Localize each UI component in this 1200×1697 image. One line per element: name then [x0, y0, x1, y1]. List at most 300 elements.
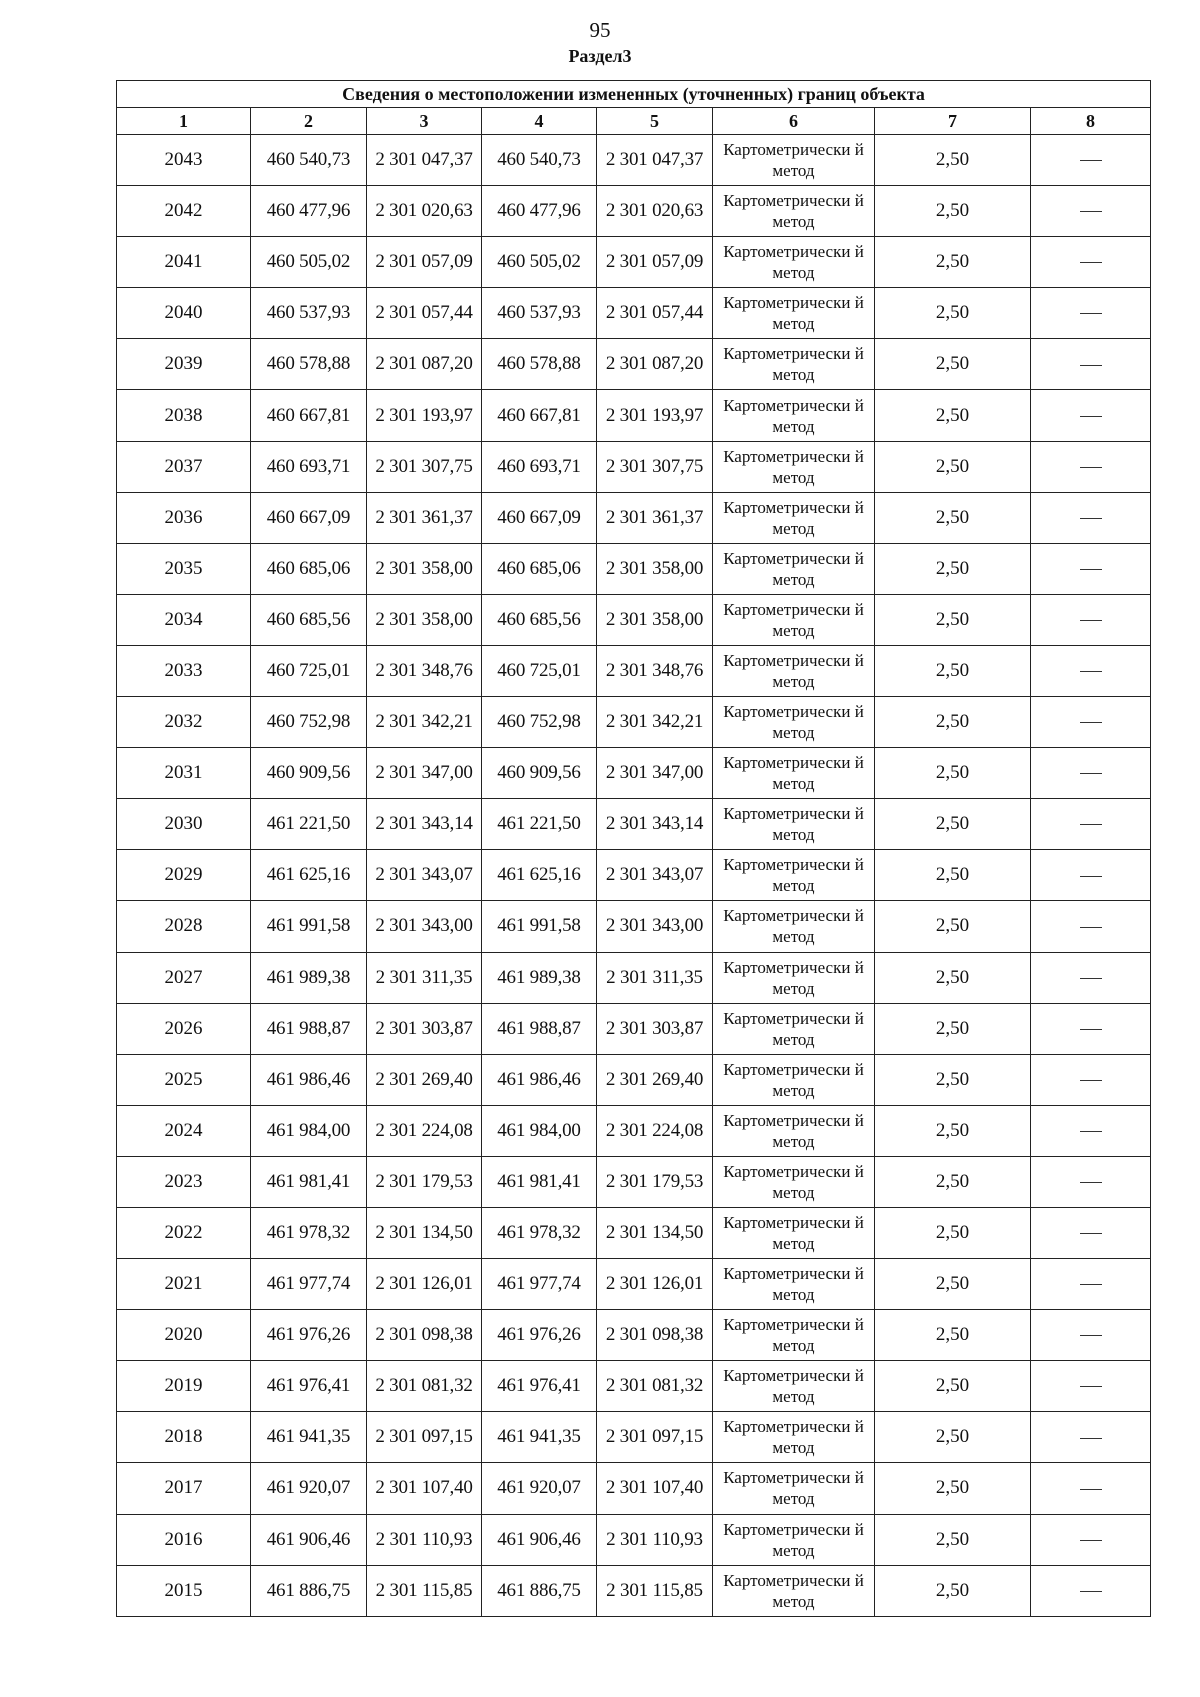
- x-new-cell: 460 725,01: [482, 645, 597, 696]
- point-number-cell: 2028: [117, 901, 251, 952]
- y-new-cell: 2 301 057,44: [597, 288, 713, 339]
- y-old-cell: 2 301 303,87: [367, 1003, 482, 1054]
- method-cell: Картометрически й метод: [713, 1361, 875, 1412]
- x-new-cell: 460 540,73: [482, 135, 597, 186]
- x-new-cell: 461 981,41: [482, 1156, 597, 1207]
- x-old-cell: 460 505,02: [251, 237, 367, 288]
- y-new-cell: 2 301 343,00: [597, 901, 713, 952]
- accuracy-cell: 2,50: [875, 1156, 1031, 1207]
- dash-mark: [1080, 1540, 1102, 1541]
- point-number-cell: 2042: [117, 186, 251, 237]
- y-old-cell: 2 301 342,21: [367, 697, 482, 748]
- table-row: [117, 543, 1151, 594]
- method-cell: Картометрически й метод: [713, 1054, 875, 1105]
- y-old-cell: 2 301 311,35: [367, 952, 482, 1003]
- y-new-cell: 2 301 081,32: [597, 1361, 713, 1412]
- point-number-cell: 2027: [117, 952, 251, 1003]
- y-new-cell: 2 301 047,37: [597, 135, 713, 186]
- description-cell: [1031, 1105, 1151, 1156]
- x-old-cell: 461 977,74: [251, 1259, 367, 1310]
- accuracy-cell: 2,50: [875, 594, 1031, 645]
- accuracy-cell: 2,50: [875, 1054, 1031, 1105]
- description-cell: [1031, 952, 1151, 1003]
- y-old-cell: 2 301 087,20: [367, 339, 482, 390]
- dash-mark: [1080, 1182, 1102, 1183]
- y-old-cell: 2 301 193,97: [367, 390, 482, 441]
- table-row: [117, 492, 1151, 543]
- point-number-cell: 2032: [117, 697, 251, 748]
- method-cell: Картометрически й метод: [713, 1105, 875, 1156]
- y-old-cell: 2 301 269,40: [367, 1054, 482, 1105]
- accuracy-cell: 2,50: [875, 288, 1031, 339]
- description-cell: [1031, 186, 1151, 237]
- dash-mark: [1080, 927, 1102, 928]
- x-new-cell: 460 693,71: [482, 441, 597, 492]
- table-row: [117, 697, 1151, 748]
- dash-mark: [1080, 824, 1102, 825]
- description-cell: [1031, 1565, 1151, 1616]
- x-new-cell: 461 978,32: [482, 1207, 597, 1258]
- y-new-cell: 2 301 107,40: [597, 1463, 713, 1514]
- accuracy-cell: 2,50: [875, 237, 1031, 288]
- x-old-cell: 460 667,81: [251, 390, 367, 441]
- y-new-cell: 2 301 097,15: [597, 1412, 713, 1463]
- description-cell: [1031, 390, 1151, 441]
- table-row: [117, 901, 1151, 952]
- dash-mark: [1080, 211, 1102, 212]
- accuracy-cell: 2,50: [875, 1412, 1031, 1463]
- x-new-cell: 461 991,58: [482, 901, 597, 952]
- accuracy-cell: 2,50: [875, 339, 1031, 390]
- x-old-cell: 461 991,58: [251, 901, 367, 952]
- dash-mark: [1080, 262, 1102, 263]
- column-number: 3: [367, 108, 482, 135]
- table-row: [117, 1514, 1151, 1565]
- y-old-cell: 2 301 020,63: [367, 186, 482, 237]
- point-number-cell: 2039: [117, 339, 251, 390]
- column-number: 6: [713, 108, 875, 135]
- accuracy-cell: 2,50: [875, 1565, 1031, 1616]
- dash-mark: [1080, 569, 1102, 570]
- method-cell: Картометрически й метод: [713, 441, 875, 492]
- point-number-cell: 2023: [117, 1156, 251, 1207]
- y-new-cell: 2 301 179,53: [597, 1156, 713, 1207]
- point-number-cell: 2017: [117, 1463, 251, 1514]
- method-cell: Картометрически й метод: [713, 1565, 875, 1616]
- y-old-cell: 2 301 134,50: [367, 1207, 482, 1258]
- table-row: [117, 1463, 1151, 1514]
- y-new-cell: 2 301 347,00: [597, 748, 713, 799]
- table-row: [117, 1259, 1151, 1310]
- description-cell: [1031, 288, 1151, 339]
- point-number-cell: 2043: [117, 135, 251, 186]
- description-cell: [1031, 594, 1151, 645]
- table-row: [117, 1361, 1151, 1412]
- description-cell: [1031, 1156, 1151, 1207]
- accuracy-cell: 2,50: [875, 1463, 1031, 1514]
- table-row: [117, 441, 1151, 492]
- y-old-cell: 2 301 126,01: [367, 1259, 482, 1310]
- table-row: [117, 1207, 1151, 1258]
- y-old-cell: 2 301 047,37: [367, 135, 482, 186]
- y-old-cell: 2 301 361,37: [367, 492, 482, 543]
- y-old-cell: 2 301 307,75: [367, 441, 482, 492]
- description-cell: [1031, 1412, 1151, 1463]
- x-old-cell: 461 986,46: [251, 1054, 367, 1105]
- point-number-cell: 2031: [117, 748, 251, 799]
- point-number-cell: 2016: [117, 1514, 251, 1565]
- point-number-cell: 2034: [117, 594, 251, 645]
- x-new-cell: 461 886,75: [482, 1565, 597, 1616]
- accuracy-cell: 2,50: [875, 1003, 1031, 1054]
- section-title: Раздел3: [568, 46, 632, 66]
- table-row: [117, 1156, 1151, 1207]
- y-old-cell: 2 301 343,07: [367, 850, 482, 901]
- x-new-cell: 460 909,56: [482, 748, 597, 799]
- dash-mark: [1080, 1386, 1102, 1387]
- table-row: [117, 1412, 1151, 1463]
- description-cell: [1031, 441, 1151, 492]
- description-cell: [1031, 1054, 1151, 1105]
- x-old-cell: 461 981,41: [251, 1156, 367, 1207]
- y-new-cell: 2 301 269,40: [597, 1054, 713, 1105]
- x-old-cell: 461 984,00: [251, 1105, 367, 1156]
- point-number-cell: 2019: [117, 1361, 251, 1412]
- dash-mark: [1080, 416, 1102, 417]
- description-cell: [1031, 492, 1151, 543]
- accuracy-cell: 2,50: [875, 1514, 1031, 1565]
- accuracy-cell: 2,50: [875, 1207, 1031, 1258]
- dash-mark: [1080, 876, 1102, 877]
- x-new-cell: 460 477,96: [482, 186, 597, 237]
- description-cell: [1031, 748, 1151, 799]
- column-number-row: [117, 108, 1151, 135]
- dash-mark: [1080, 978, 1102, 979]
- point-number-cell: 2041: [117, 237, 251, 288]
- dash-mark: [1080, 620, 1102, 621]
- x-new-cell: 460 752,98: [482, 697, 597, 748]
- accuracy-cell: 2,50: [875, 1259, 1031, 1310]
- x-old-cell: 461 989,38: [251, 952, 367, 1003]
- description-cell: [1031, 1463, 1151, 1514]
- accuracy-cell: 2,50: [875, 748, 1031, 799]
- method-cell: Картометрически й метод: [713, 1207, 875, 1258]
- description-cell: [1031, 697, 1151, 748]
- x-new-cell: 461 988,87: [482, 1003, 597, 1054]
- point-number-cell: 2029: [117, 850, 251, 901]
- x-new-cell: 461 625,16: [482, 850, 597, 901]
- accuracy-cell: 2,50: [875, 799, 1031, 850]
- x-old-cell: 461 221,50: [251, 799, 367, 850]
- x-old-cell: 460 667,09: [251, 492, 367, 543]
- point-number-cell: 2025: [117, 1054, 251, 1105]
- description-cell: [1031, 1003, 1151, 1054]
- y-new-cell: 2 301 311,35: [597, 952, 713, 1003]
- method-cell: Картометрически й метод: [713, 135, 875, 186]
- y-new-cell: 2 301 126,01: [597, 1259, 713, 1310]
- y-old-cell: 2 301 347,00: [367, 748, 482, 799]
- column-number: 8: [1031, 108, 1151, 135]
- x-new-cell: 461 984,00: [482, 1105, 597, 1156]
- dash-mark: [1080, 722, 1102, 723]
- point-number-cell: 2021: [117, 1259, 251, 1310]
- y-old-cell: 2 301 343,14: [367, 799, 482, 850]
- accuracy-cell: 2,50: [875, 390, 1031, 441]
- x-new-cell: 460 685,06: [482, 543, 597, 594]
- x-old-cell: 460 752,98: [251, 697, 367, 748]
- table-row: [117, 135, 1151, 186]
- y-new-cell: 2 301 098,38: [597, 1310, 713, 1361]
- description-cell: [1031, 799, 1151, 850]
- accuracy-cell: 2,50: [875, 850, 1031, 901]
- method-cell: Картометрически й метод: [713, 799, 875, 850]
- y-old-cell: 2 301 224,08: [367, 1105, 482, 1156]
- description-cell: [1031, 645, 1151, 696]
- y-new-cell: 2 301 193,97: [597, 390, 713, 441]
- x-new-cell: 461 976,26: [482, 1310, 597, 1361]
- column-number: 1: [117, 108, 251, 135]
- accuracy-cell: 2,50: [875, 1105, 1031, 1156]
- y-old-cell: 2 301 179,53: [367, 1156, 482, 1207]
- table-caption: Сведения о местоположении измененных (уточненных) границ объекта: [117, 81, 1151, 108]
- description-cell: [1031, 237, 1151, 288]
- accuracy-cell: 2,50: [875, 1310, 1031, 1361]
- x-old-cell: 461 886,75: [251, 1565, 367, 1616]
- method-cell: Картометрически й метод: [713, 645, 875, 696]
- x-old-cell: 461 920,07: [251, 1463, 367, 1514]
- x-new-cell: 461 989,38: [482, 952, 597, 1003]
- table-row: [117, 339, 1151, 390]
- point-number-cell: 2040: [117, 288, 251, 339]
- accuracy-cell: 2,50: [875, 952, 1031, 1003]
- y-new-cell: 2 301 134,50: [597, 1207, 713, 1258]
- table-row: [117, 799, 1151, 850]
- dash-mark: [1080, 1284, 1102, 1285]
- y-new-cell: 2 301 361,37: [597, 492, 713, 543]
- point-number-cell: 2015: [117, 1565, 251, 1616]
- column-number: 5: [597, 108, 713, 135]
- method-cell: Картометрически й метод: [713, 288, 875, 339]
- y-old-cell: 2 301 343,00: [367, 901, 482, 952]
- dash-mark: [1080, 1080, 1102, 1081]
- x-old-cell: 460 693,71: [251, 441, 367, 492]
- x-old-cell: 460 909,56: [251, 748, 367, 799]
- method-cell: Картометрически й метод: [713, 952, 875, 1003]
- description-cell: [1031, 901, 1151, 952]
- dash-mark: [1080, 1591, 1102, 1592]
- accuracy-cell: 2,50: [875, 441, 1031, 492]
- table-row: [117, 1565, 1151, 1616]
- y-old-cell: 2 301 115,85: [367, 1565, 482, 1616]
- column-number: 2: [251, 108, 367, 135]
- x-old-cell: 461 976,41: [251, 1361, 367, 1412]
- point-number-cell: 2036: [117, 492, 251, 543]
- dash-mark: [1080, 160, 1102, 161]
- table-row: [117, 594, 1151, 645]
- method-cell: Картометрически й метод: [713, 901, 875, 952]
- dash-mark: [1080, 1131, 1102, 1132]
- method-cell: Картометрически й метод: [713, 1514, 875, 1565]
- method-cell: Картометрически й метод: [713, 594, 875, 645]
- description-cell: [1031, 339, 1151, 390]
- method-cell: Картометрически й метод: [713, 492, 875, 543]
- table-row: [117, 1003, 1151, 1054]
- description-cell: [1031, 1259, 1151, 1310]
- y-old-cell: 2 301 057,09: [367, 237, 482, 288]
- x-old-cell: 461 941,35: [251, 1412, 367, 1463]
- method-cell: Картометрически й метод: [713, 1463, 875, 1514]
- accuracy-cell: 2,50: [875, 901, 1031, 952]
- method-cell: Картометрически й метод: [713, 1259, 875, 1310]
- y-new-cell: 2 301 303,87: [597, 1003, 713, 1054]
- point-number-cell: 2038: [117, 390, 251, 441]
- dash-mark: [1080, 773, 1102, 774]
- x-new-cell: 460 578,88: [482, 339, 597, 390]
- table-row: [117, 1310, 1151, 1361]
- x-new-cell: 460 537,93: [482, 288, 597, 339]
- description-cell: [1031, 850, 1151, 901]
- y-old-cell: 2 301 081,32: [367, 1361, 482, 1412]
- y-new-cell: 2 301 224,08: [597, 1105, 713, 1156]
- column-number: 4: [482, 108, 597, 135]
- method-cell: Картометрически й метод: [713, 543, 875, 594]
- x-old-cell: 460 540,73: [251, 135, 367, 186]
- column-number: 7: [875, 108, 1031, 135]
- method-cell: Картометрически й метод: [713, 186, 875, 237]
- x-old-cell: 460 725,01: [251, 645, 367, 696]
- description-cell: [1031, 135, 1151, 186]
- description-cell: [1031, 543, 1151, 594]
- point-number-cell: 2020: [117, 1310, 251, 1361]
- y-old-cell: 2 301 358,00: [367, 594, 482, 645]
- point-number-cell: 2035: [117, 543, 251, 594]
- point-number-cell: 2026: [117, 1003, 251, 1054]
- accuracy-cell: 2,50: [875, 1361, 1031, 1412]
- dash-mark: [1080, 671, 1102, 672]
- description-cell: [1031, 1361, 1151, 1412]
- y-new-cell: 2 301 343,14: [597, 799, 713, 850]
- x-new-cell: 461 920,07: [482, 1463, 597, 1514]
- method-cell: Картометрически й метод: [713, 1156, 875, 1207]
- x-old-cell: 460 685,56: [251, 594, 367, 645]
- table-row: [117, 645, 1151, 696]
- accuracy-cell: 2,50: [875, 697, 1031, 748]
- x-old-cell: 460 537,93: [251, 288, 367, 339]
- x-new-cell: 461 976,41: [482, 1361, 597, 1412]
- table-row: [117, 237, 1151, 288]
- x-old-cell: 460 685,06: [251, 543, 367, 594]
- point-number-cell: 2037: [117, 441, 251, 492]
- point-number-cell: 2024: [117, 1105, 251, 1156]
- page-number: 95: [589, 18, 611, 42]
- table-row: [117, 850, 1151, 901]
- table-row: [117, 186, 1151, 237]
- dash-mark: [1080, 1335, 1102, 1336]
- point-number-cell: 2030: [117, 799, 251, 850]
- y-new-cell: 2 301 358,00: [597, 594, 713, 645]
- dash-mark: [1080, 365, 1102, 366]
- y-old-cell: 2 301 107,40: [367, 1463, 482, 1514]
- y-new-cell: 2 301 057,09: [597, 237, 713, 288]
- x-new-cell: 461 977,74: [482, 1259, 597, 1310]
- point-number-cell: 2018: [117, 1412, 251, 1463]
- method-cell: Картометрически й метод: [713, 390, 875, 441]
- dash-mark: [1080, 518, 1102, 519]
- method-cell: Картометрически й метод: [713, 697, 875, 748]
- description-cell: [1031, 1310, 1151, 1361]
- table-row: [117, 390, 1151, 441]
- dash-mark: [1080, 1438, 1102, 1439]
- table-row: [117, 1054, 1151, 1105]
- x-old-cell: 461 625,16: [251, 850, 367, 901]
- dash-mark: [1080, 1489, 1102, 1490]
- y-new-cell: 2 301 115,85: [597, 1565, 713, 1616]
- y-new-cell: 2 301 342,21: [597, 697, 713, 748]
- description-cell: [1031, 1514, 1151, 1565]
- method-cell: Картометрически й метод: [713, 237, 875, 288]
- table-row: [117, 748, 1151, 799]
- x-old-cell: 461 978,32: [251, 1207, 367, 1258]
- accuracy-cell: 2,50: [875, 645, 1031, 696]
- method-cell: Картометрически й метод: [713, 1003, 875, 1054]
- accuracy-cell: 2,50: [875, 135, 1031, 186]
- x-old-cell: 461 976,26: [251, 1310, 367, 1361]
- point-number-cell: 2022: [117, 1207, 251, 1258]
- description-cell: [1031, 1207, 1151, 1258]
- x-new-cell: 460 685,56: [482, 594, 597, 645]
- x-new-cell: 460 667,81: [482, 390, 597, 441]
- method-cell: Картометрически й метод: [713, 1412, 875, 1463]
- method-cell: Картометрически й метод: [713, 748, 875, 799]
- x-new-cell: 461 986,46: [482, 1054, 597, 1105]
- x-new-cell: 461 906,46: [482, 1514, 597, 1565]
- accuracy-cell: 2,50: [875, 186, 1031, 237]
- x-old-cell: 461 988,87: [251, 1003, 367, 1054]
- x-new-cell: 460 505,02: [482, 237, 597, 288]
- y-new-cell: 2 301 348,76: [597, 645, 713, 696]
- y-old-cell: 2 301 057,44: [367, 288, 482, 339]
- dash-mark: [1080, 313, 1102, 314]
- y-old-cell: 2 301 110,93: [367, 1514, 482, 1565]
- table-body: [117, 135, 1151, 1617]
- table-row: [117, 1105, 1151, 1156]
- method-cell: Картометрически й метод: [713, 850, 875, 901]
- accuracy-cell: 2,50: [875, 543, 1031, 594]
- x-new-cell: 461 221,50: [482, 799, 597, 850]
- y-new-cell: 2 301 307,75: [597, 441, 713, 492]
- y-new-cell: 2 301 343,07: [597, 850, 713, 901]
- x-new-cell: 460 667,09: [482, 492, 597, 543]
- dash-mark: [1080, 1233, 1102, 1234]
- x-new-cell: 461 941,35: [482, 1412, 597, 1463]
- y-new-cell: 2 301 110,93: [597, 1514, 713, 1565]
- x-old-cell: 460 578,88: [251, 339, 367, 390]
- table-row: [117, 952, 1151, 1003]
- y-new-cell: 2 301 087,20: [597, 339, 713, 390]
- accuracy-cell: 2,50: [875, 492, 1031, 543]
- y-new-cell: 2 301 020,63: [597, 186, 713, 237]
- x-old-cell: 461 906,46: [251, 1514, 367, 1565]
- method-cell: Картометрически й метод: [713, 1310, 875, 1361]
- y-old-cell: 2 301 097,15: [367, 1412, 482, 1463]
- point-number-cell: 2033: [117, 645, 251, 696]
- y-old-cell: 2 301 358,00: [367, 543, 482, 594]
- dash-mark: [1080, 1029, 1102, 1030]
- y-old-cell: 2 301 098,38: [367, 1310, 482, 1361]
- x-old-cell: 460 477,96: [251, 186, 367, 237]
- method-cell: Картометрически й метод: [713, 339, 875, 390]
- y-new-cell: 2 301 358,00: [597, 543, 713, 594]
